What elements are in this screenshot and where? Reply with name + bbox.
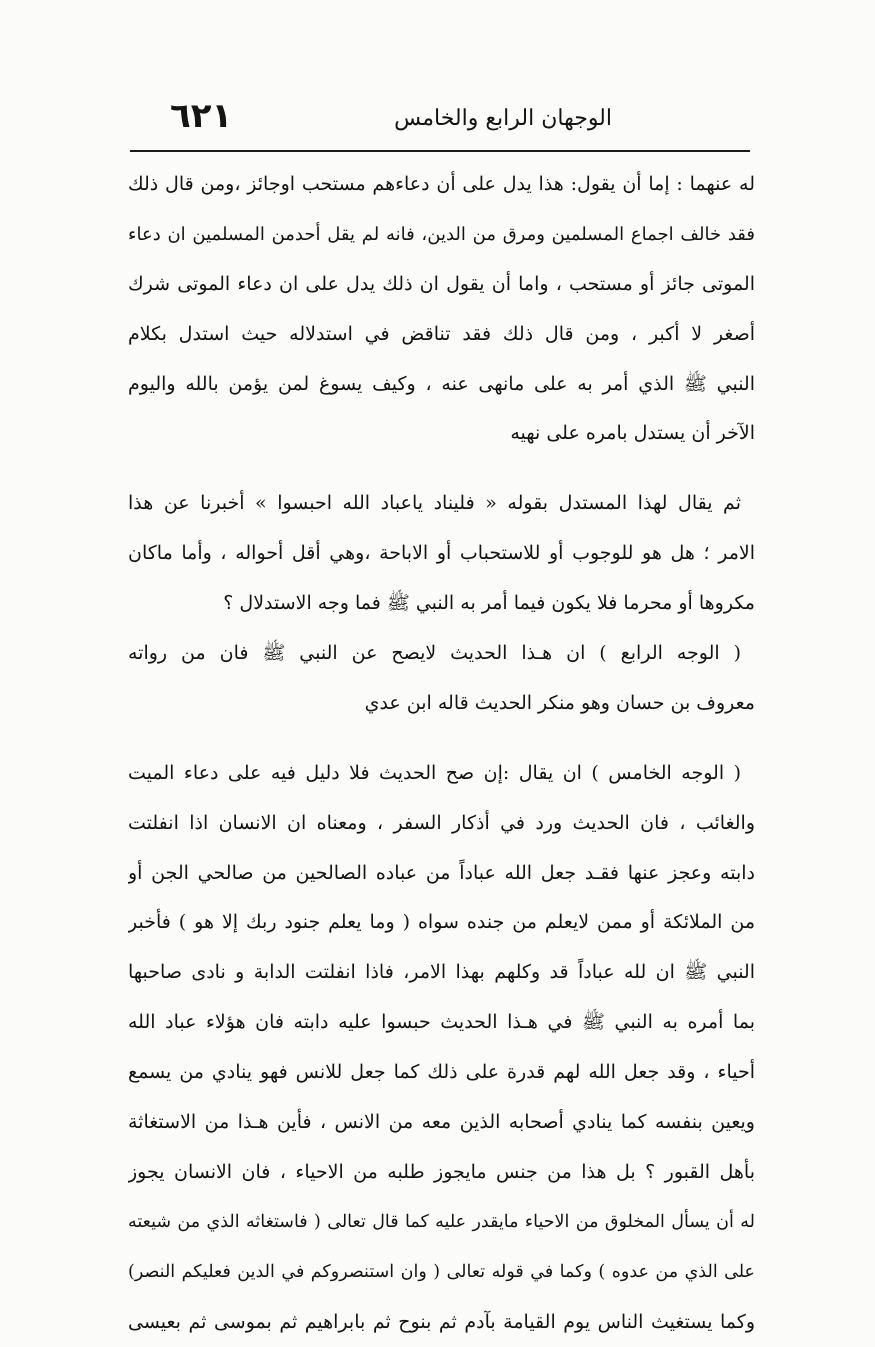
text-line: أصغر لا أكبر ، ومن قال ذلك فقد تناقض في استدلاله حيث استدل بكلام [128,322,755,345]
text-line: له عنهما : إما أن يقول: هذا يدل على أن دعاءهم مستحب اوجائز ،ومن قال ذلك [128,173,755,195]
text-line: الموتى جائز أو مستحب ، واما أن يقول ان ذلك يدل على ان دعاء الموتى شرك [128,272,755,295]
text-line: ( الوجه الخامس ) ان يقال :إن صح الحديث فلا دليل فيه على دعاء الميت [128,761,741,784]
header-rule [130,150,750,152]
text-line: دابته وعجز عنها فقـد جعل الله عباداً من عباده الصالحين من صالحي الجن أو [128,861,755,884]
text-line: مكروها أو محرما فلا يكون فيما أمر به النبي ﷺ فما وجه الاستدلال ؟ [223,592,755,615]
text-line: ثم يقال لهذا المستدل بقوله « فليناد ياعباد الله احبسوا » أخبرنا عن هذا [128,492,741,515]
page-number: ٦٢١ [170,96,233,136]
paragraph-gap [128,729,755,749]
text-line: من الملائكة أو ممن لايعلم من جنده سواه ( وما يعلم جنود ربك إلا هو ) فأخبر [128,911,755,934]
text-line: على الذي من عدوه ) وكما في قوله تعالى ( وان استنصروكم في الدين فعليكم النصر) [128,1261,755,1282]
text-line: ( الوجه الرابع ) ان هـذا الحديث لايصح عن النبي ﷺ فان من رواته [128,642,741,665]
paragraph [128,629,755,729]
paragraph [128,160,755,459]
text-line: وكما يستغيث الناس يوم القيامة بآدم ثم بنوح ثم بابراهيم ثم بموسى ثم بعيسى [128,1310,755,1333]
text-line: بما أمره به النبي ﷺ في هـذا الحديث حبسوا عليه دابته فان هؤلاء عباد الله [128,1011,755,1034]
text-line: النبي ﷺ ان لله عباداً قد وكلهم بهذا الامر، فاذا انفلتت الدابة و نادى صاحبها [128,961,755,984]
text-line: بأهل القبور ؟ بل هذا من جنس مايجوز طلبه من الاحياء ، فان الانسان يجوز [128,1160,755,1183]
body-text [128,160,755,1347]
text-line: ويعين بنفسه كما ينادي أصحابه الذين معه من الانس ، فأين هـذا من الاستغاثة [128,1111,755,1134]
text-line: فقد خالف اجماع المسلمين ومرق من الدين، فانه لم يقل أحدمن المسلمين ان دعاء [128,223,755,245]
running-title: الوجهان الرابع والخامس [394,106,612,131]
text-line: معروف بن حسان وهو منكر الحديث قاله ابن عدي [364,691,755,714]
text-line: والغائب ، فان الحديث ورد في أذكار السفر ، ومعناه ان الانسان اذا انفلتت [128,811,755,834]
text-line: الآخر أن يستدل بامره على نهيه [510,422,755,445]
text-line: له أن يسأل المخلوق من الاحياء مايقدر عليه كما قال تعالى ( فاستغاثه الذي من شيعته [128,1211,755,1232]
text-line: أحياء ، وقد جعل الله لهم قدرة على ذلك كما جعل للانس فهو ينادي من يسمع [128,1061,755,1084]
text-line: الامر ؛ هل هو للوجوب أو للاستحباب أو الاباحة ،وهي أقل أحواله ، وأما ماكان [128,542,755,565]
paragraph-gap [128,459,755,479]
paragraph [128,749,755,1347]
text-line: النبي ﷺ الذي أمر به على مانهى عنه ، وكيف يسوغ لمن يؤمن بالله واليوم [128,372,755,395]
page-header [130,96,750,144]
paragraph [128,479,755,629]
